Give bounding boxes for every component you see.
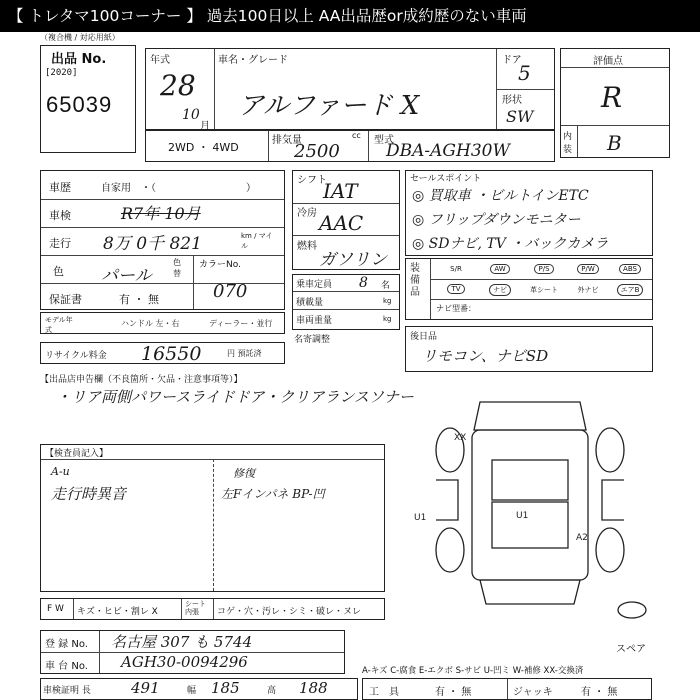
wheel-rl [436, 528, 464, 572]
month-unit: 月 [200, 121, 210, 132]
name-value: アルファード X [238, 91, 420, 121]
sales-point-item: ◎ 買取車 ・ビルトインETC [412, 188, 589, 204]
color-no-label: カラーNo. [199, 260, 241, 270]
capacity-value: 8 [359, 275, 368, 291]
tools-jack-row [362, 678, 652, 700]
equip-sr: S/R [450, 265, 462, 273]
equip-navi: ナビ [480, 284, 520, 296]
interior-label: 内装 [563, 132, 573, 155]
equip-abs: ABS [610, 264, 650, 274]
tools-label: 工 具 [369, 687, 399, 698]
width-value: 185 [211, 679, 240, 697]
specs-box [292, 170, 400, 270]
handle-label: ハンドル 左・右 [121, 319, 180, 328]
warranty-label: 保証書 [49, 293, 82, 306]
inspector-label: 【検査員記入】 [45, 449, 109, 459]
mileage-value: 8万 0千 821 [103, 234, 202, 254]
roof-front [492, 460, 568, 500]
hood-outline [474, 402, 586, 430]
equipment-box [405, 258, 653, 320]
roof-rear [492, 502, 568, 548]
ac-label: 冷房 [297, 208, 317, 219]
drive-label: 2WD ・ 4WD [168, 141, 239, 154]
wheel-fr [596, 428, 624, 472]
jack-value: 有 ・ 無 [581, 687, 618, 698]
recycle-label: リサイクル料金 [45, 351, 107, 361]
cert-label: 車検証明 長 [43, 686, 91, 696]
fw-label: F W [47, 604, 64, 614]
inspector-line: 走行時異音 [51, 485, 127, 503]
shape-value: SW [506, 107, 534, 126]
certificate-row [40, 678, 358, 700]
color-label: 色 [53, 265, 64, 278]
score-value: R [601, 81, 623, 114]
drive-row [145, 130, 555, 162]
color-no-value: 070 [213, 281, 248, 302]
chassis-label: 車 台 No. [45, 661, 88, 672]
load-label: 積載量 [296, 298, 324, 308]
warranty-value: 有 ・ 無 [119, 293, 159, 306]
equip-tv: TV [436, 284, 476, 294]
inspector-line: 左Fインパネ BP-凹 [221, 487, 325, 501]
tools-value: 有 ・ 無 [435, 687, 472, 698]
notes-value: ・リア両側パワースライドドア・クリアランスソナー [56, 388, 414, 406]
rear-outline [480, 580, 580, 604]
shape-label: 形状 [502, 95, 522, 106]
seat-value: コゲ・穴・汚レ・シミ・破レ・ヌレ [217, 607, 362, 617]
reg-label: 登 録 No. [45, 639, 88, 650]
height-label: 高 [267, 686, 277, 696]
capacity-label: 乗車定員 [296, 280, 333, 290]
score-label: 評価点 [593, 56, 623, 67]
mileage-unit: km / マイル [241, 232, 273, 250]
sales-points-box [405, 170, 653, 256]
displacement-value: 2500 [294, 141, 340, 162]
model-label: 型式 [374, 135, 394, 146]
displacement-label: 排気量 [272, 135, 302, 146]
sheet-subtitle: （複合機 / 対応用紙） [40, 33, 120, 42]
mileage-label: 走行 [49, 237, 71, 250]
inspector-line: A-u [51, 465, 70, 478]
history-box [40, 170, 285, 310]
recycle-value: 16550 [141, 343, 202, 365]
equipment-label: 装備品 [410, 263, 420, 298]
name-label: 車名・グレード [218, 55, 288, 66]
fuel-label: 燃料 [297, 241, 317, 252]
year-label: 年式 [150, 55, 170, 66]
diagram-mark: A2 [576, 533, 588, 543]
inspector-line: 修復 [233, 467, 255, 480]
damage-legend: A-キズ C-腐食 E-エクボ S-サビ U-凹ミ W-補修 XX-交換済 [362, 666, 584, 676]
year-value: 28 [160, 69, 196, 102]
header-grid [145, 48, 555, 130]
year-tag: [2020] [45, 68, 78, 78]
wheel-rr [596, 528, 624, 572]
sales-point-item: ◎ SDナビ, TV ・バックカメラ [412, 236, 609, 252]
reki-paren: ・（ ） [141, 183, 256, 194]
load-unit: kg [383, 297, 392, 305]
interior-value: B [607, 131, 622, 155]
dealer-label: ディーラー・並行 [209, 319, 273, 328]
equip-ps: P/S [524, 264, 564, 274]
spare-label: スペア [616, 644, 646, 655]
month-value: 10 [182, 107, 200, 123]
shift-value: IAT [323, 179, 358, 203]
fw-seat-row [40, 598, 385, 620]
equip-pw: P/W [568, 264, 608, 274]
score-box [560, 48, 670, 158]
side-right [602, 480, 624, 520]
model-value: DBA-AGH30W [386, 141, 510, 161]
shift-label: シフト [297, 175, 327, 186]
doors-label: ドア [502, 55, 522, 66]
inspector-box [40, 444, 385, 592]
lot-box [40, 45, 136, 153]
body-outline [472, 430, 588, 580]
spare-tire [618, 602, 646, 618]
color-change-label: 色替 [173, 258, 181, 278]
reki-label: 車歴 [49, 181, 71, 194]
after-items-value: リモコン、ナビSD [422, 347, 549, 365]
lot-label: 出品 No. [51, 52, 107, 67]
shaken-label: 車検 [49, 209, 71, 222]
capacity-unit: 名 [381, 281, 391, 291]
displacement-unit: cc [352, 131, 361, 140]
reki-value: 自家用 [101, 183, 131, 194]
model-year-row [40, 312, 285, 334]
after-items-box [405, 326, 653, 372]
diagram-mark: U1 [414, 513, 427, 523]
shaken-value: R7年 10月 [121, 204, 201, 223]
weight-label: 車両重量 [296, 316, 333, 326]
banner-title: 【 トレタマ100コーナー 】 過去100日以上 AA出品歴or成約歴のない車両 [0, 0, 700, 32]
reg-value: 名古屋 307 も 5744 [111, 633, 253, 651]
width-label: 幅 [187, 686, 197, 696]
car-damage-diagram [410, 390, 650, 620]
side-left [436, 480, 458, 520]
seat-label: シート内張 [185, 600, 206, 616]
lot-number: 65039 [46, 92, 113, 117]
sales-points-label: セールスポイント [410, 174, 482, 184]
equip-leather: 革シート [530, 286, 558, 294]
diagram-mark: XX [454, 433, 467, 443]
dims-label: 名寄調整 [294, 335, 331, 345]
fuel-value: ガソリン [319, 250, 387, 270]
diagram-mark: U1 [516, 511, 529, 521]
jack-label: ジャッキ [513, 687, 553, 698]
ac-value: AAC [319, 211, 364, 235]
after-items-label: 後日品 [410, 332, 438, 342]
sales-point-item: ◎ フリップダウンモニター [412, 212, 581, 228]
navi-model-label: ナビ型番： [436, 304, 476, 313]
length-value: 491 [131, 679, 160, 697]
equip-aw: AW [480, 264, 520, 274]
color-value: パール [101, 266, 152, 286]
chassis-value: AGH30-0094296 [121, 653, 248, 671]
weight-unit: kg [383, 315, 392, 323]
recycle-unit: 円 預託済 [227, 349, 262, 358]
doors-value: 5 [518, 61, 531, 85]
equip-airbag: エアB [610, 284, 650, 296]
recycle-row [40, 342, 285, 364]
equip-ext-navi: 外ナビ [577, 286, 599, 294]
registration-box [40, 630, 345, 674]
model-year-label: モデル年式 [45, 316, 73, 334]
fw-value: キズ・ヒビ・割レ X [77, 607, 158, 617]
notes-label: 【出品店申告欄（不良箇所・欠品・注意事項等）】 [40, 375, 243, 385]
height-value: 188 [299, 679, 328, 697]
capacity-box [292, 274, 400, 330]
